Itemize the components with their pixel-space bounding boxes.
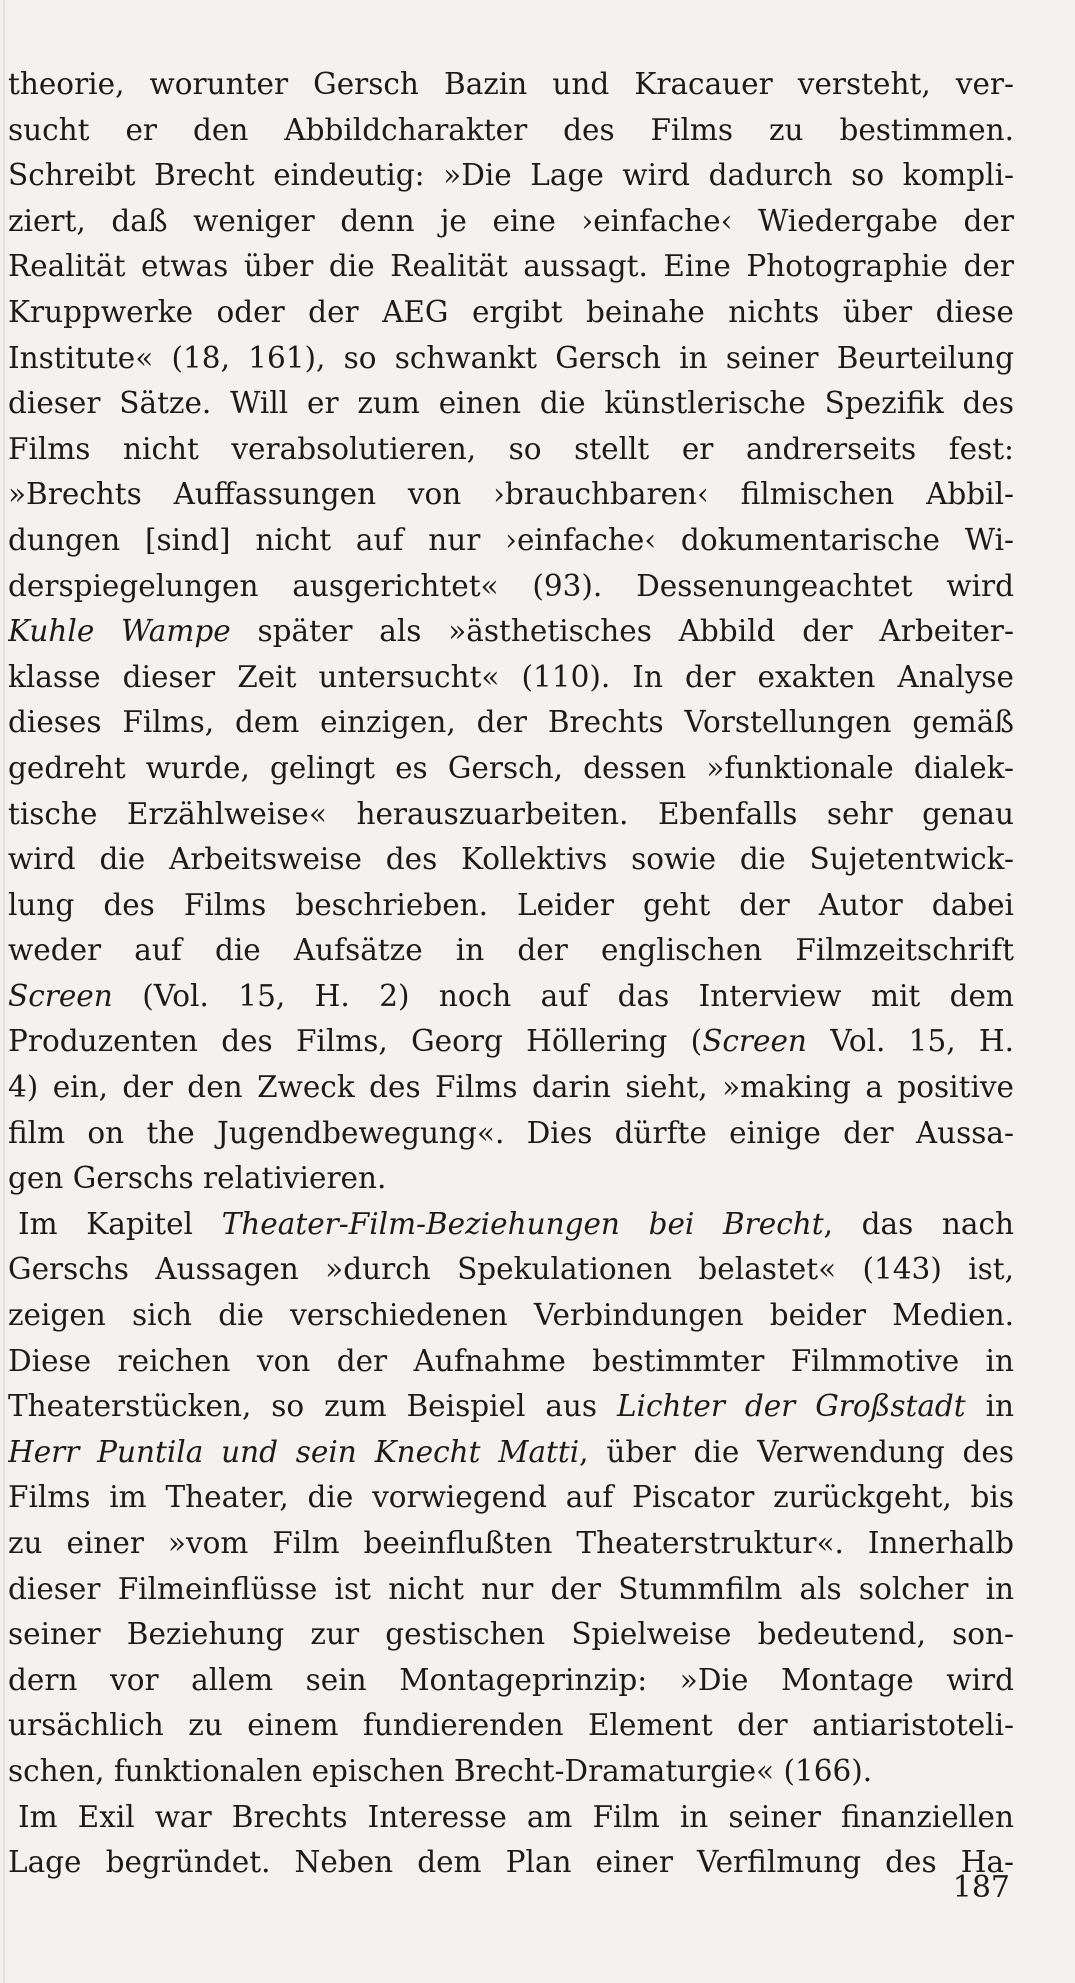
text-line: Lage begründet. Neben dem Plan einer Verfilmung des Ha- [8, 1845, 1014, 1880]
text-line: lung des Films beschrieben. Leider geht der Autor dabei [8, 887, 1014, 922]
text-line: sucht er den Abbildcharakter des Films zu bestimmen. [8, 112, 1014, 147]
text-line: Im Kapitel Theater-Film-Beziehungen bei Brecht, das nach [18, 1206, 1014, 1241]
text-line: »Brechts Auffassungen von ›brauchbaren‹ filmischen Abbil- [8, 477, 1014, 512]
text-line: wird die Arbeitsweise des Kollektivs sowie die Sujetentwick- [8, 842, 1014, 877]
text-line: seiner Beziehung zur gestischen Spielweise bedeutend, son- [8, 1617, 1014, 1652]
text-line: ziert, daß weniger denn je eine ›einfache‹ Wiedergabe der [8, 203, 1014, 238]
text-line: Institute« (18, 161), so schwankt Gersch in seiner Beurteilung [8, 340, 1014, 375]
text-line: tische Erzählweise« herauszuarbeiten. Ebenfalls sehr genau [8, 796, 1014, 831]
text-line: Films im Theater, die vorwiegend auf Piscator zurückgeht, bis [8, 1480, 1014, 1515]
text-line: ursächlich zu einem fundierenden Element der antiaristoteli- [8, 1708, 1014, 1743]
italic-title: Herr Puntila und sein Knecht Matti [8, 1434, 580, 1469]
text-line: dern vor allem sein Montageprinzip: »Die Montage wird [8, 1662, 1014, 1697]
text-line: dieser Sätze. Will er zum einen die künstlerische Spezifik des [8, 386, 1014, 421]
text-line: Diese reichen von der Aufnahme bestimmter Filmmotive in [8, 1343, 1014, 1378]
text-line: Kruppwerke oder der AEG ergibt beinahe nichts über diese [8, 294, 1014, 329]
text-line: Produzenten des Films, Georg Höllering (Screen Vol. 15, H. [8, 1024, 1014, 1059]
text-line: Films nicht verabsolutieren, so stellt er andrerseits fest: [8, 431, 1014, 466]
text-line: weder auf die Aufsätze in der englischen Filmzeitschrift [8, 933, 1014, 968]
text-line: Realität etwas über die Realität aussagt. Eine Photographie der [8, 249, 1014, 284]
text-line: derspiegelungen ausgerichtet« (93). Dessenungeachtet wird [8, 568, 1014, 603]
text-line: Im Exil war Brechts Interesse am Film in seiner finanziellen [18, 1799, 1014, 1834]
italic-title: Lichter der Großstadt [616, 1389, 966, 1424]
text-line: Theaterstücken, so zum Beispiel aus Lichter der Großstadt in [8, 1389, 1014, 1424]
text-line: dieser Filmeinflüsse ist nicht nur der Stummfilm als solcher in [8, 1571, 1014, 1606]
italic-title: Screen [702, 1024, 807, 1059]
text-line: 4) ein, der den Zweck des Films darin sieht, »making a positive [8, 1070, 1014, 1105]
text-line: zu einer »vom Film beeinflußten Theaterstruktur«. Innerhalb [8, 1526, 1014, 1560]
text-line: film on the Jugendbewegung«. Dies dürfte einige der Aussa- [8, 1115, 1014, 1150]
page-gutter-edge [3, 0, 5, 1983]
text-line: schen, funktionalen epischen Brecht-Dramaturgie« (166). [8, 1753, 873, 1788]
italic-title: Kuhle Wampe [8, 614, 231, 649]
text-line: Kuhle Wampe später als »ästhetisches Abbild der Arbeiter- [8, 614, 1014, 649]
text-line: klasse dieser Zeit untersucht« (110). In der exakten Analyse [8, 659, 1014, 694]
text-line: zeigen sich die verschiedenen Verbindungen beider Medien. [8, 1298, 1014, 1333]
text-line: dungen [sind] nicht auf nur ›einfache‹ dokumentarische Wi- [8, 522, 1014, 557]
italic-title: Screen [8, 978, 113, 1013]
text-line: gedreht wurde, gelingt es Gersch, dessen »funktionale dialek- [8, 750, 1014, 785]
text-line: gen Gerschs relativieren. [8, 1161, 387, 1196]
italic-title: Theater-Film-Beziehungen bei Brecht [221, 1206, 824, 1241]
text-line: theorie, worunter Gersch Bazin und Kracauer versteht, ver- [8, 67, 1014, 101]
page-number: 187 [952, 1870, 1010, 1905]
text-line: Screen (Vol. 15, H. 2) noch auf das Interview mit dem [8, 978, 1014, 1013]
text-line: Herr Puntila und sein Knecht Matti, über die Verwendung des [8, 1434, 1014, 1469]
body-text [8, 62, 1014, 1886]
text-line: Gerschs Aussagen »durch Spekulationen belastet« (143) ist, [8, 1252, 1014, 1287]
text-line: dieses Films, dem einzigen, der Brechts Vorstellungen gemäß [8, 705, 1014, 740]
text-line: Schreibt Brecht eindeutig: »Die Lage wird dadurch so kompli- [8, 158, 1014, 193]
